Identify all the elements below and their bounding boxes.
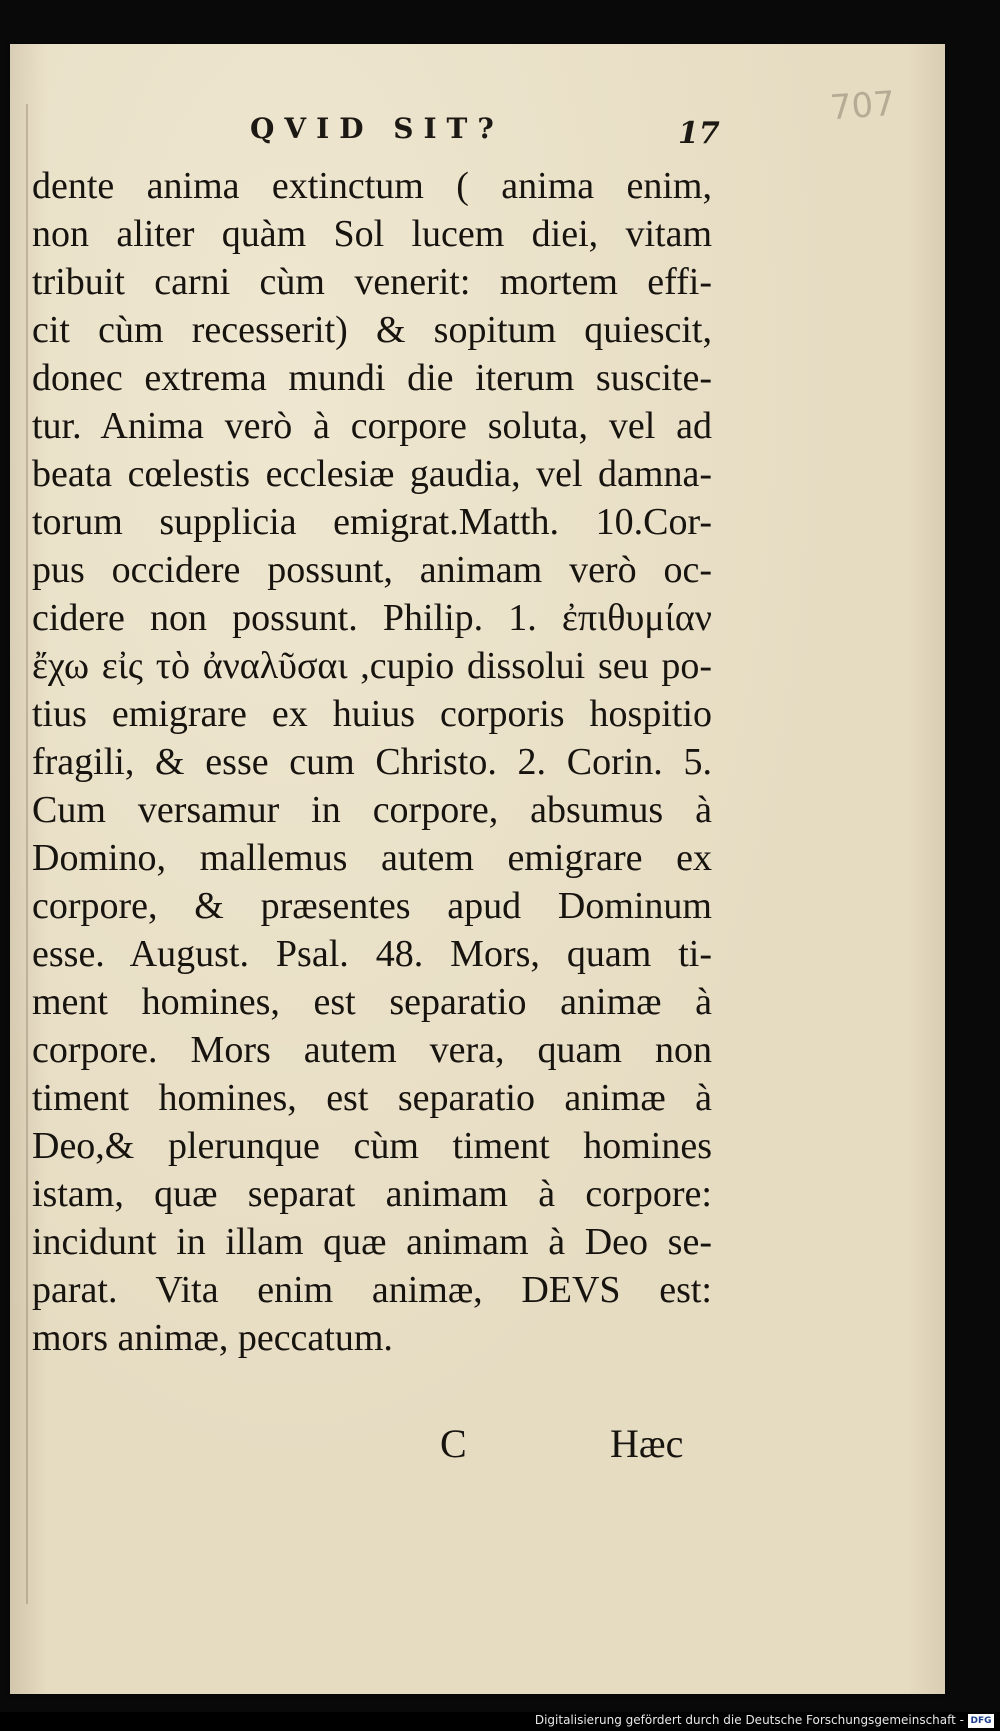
signature-mark: C [440,1421,467,1466]
page-number: 17 [678,116,720,151]
text-line: corpore. Mors autem vera, quam non [32,1029,712,1071]
text-line: incidunt in illam quæ animam à Deo se- [32,1221,712,1263]
body-text [32,162,712,1362]
text-line: cidere non possunt. Philip. 1. ἐπιθυμίαν [32,597,712,639]
gutter-shadow [26,104,28,1604]
text-line: beata cœlestis ecclesiæ gaudia, vel damna- [32,453,712,495]
dfg-logo: DFG [968,1714,994,1728]
text-line: Cum versamur in corpore, absumus à [32,789,712,831]
text-line: torum supplicia emigrat.Matth. 10.Cor- [32,501,712,543]
credit-text: Digitalisierung gefördert durch die Deutsche Forschungsgemeinschaft - [534,1713,964,1727]
text-line: corpore, & præsentes apud Dominum [32,885,712,927]
text-line: pus occidere possunt, animam verò oc- [32,549,712,591]
text-line: tribuit carni cùm venerit: mortem effi- [32,261,712,303]
text-line: fragili, & esse cum Christo. 2. Corin. 5. [32,741,712,783]
pencil-folio-note: 707 [828,83,897,129]
text-line: Domino, mallemus autem emigrare ex [32,837,712,879]
text-line: mors animæ, peccatum. [32,1317,393,1359]
running-head: QVID SIT? [250,112,504,145]
text-line: Deo,& plerunque cùm timent homines [32,1125,712,1167]
text-line: non aliter quàm Sol lucem diei, vitam [32,213,712,255]
text-line: esse. August. Psal. 48. Mors, quam ti- [32,933,712,975]
text-line: tius emigrare ex huius corporis hospitio [32,693,712,735]
catchword: Hæc [610,1421,684,1466]
text-line: tur. Anima verò à corpore soluta, vel ad [32,405,712,447]
text-line: parat. Vita enim animæ, DEVS est: [32,1269,712,1311]
text-line: ἔχω εἰς τὸ ἀναλῦσαι ,cupio dissolui seu po- [32,645,712,687]
text-line: donec extrema mundi die iterum suscite- [32,357,712,399]
text-line: cit cùm recesserit) & sopitum quiescit, [32,309,712,351]
text-line: ment homines, est separatio animæ à [32,981,712,1023]
text-line: istam, quæ separat animam à corpore: [32,1173,712,1215]
text-line: dente anima extinctum ( anima enim, [32,165,712,207]
text-line: timent homines, est separatio animæ à [32,1077,712,1119]
